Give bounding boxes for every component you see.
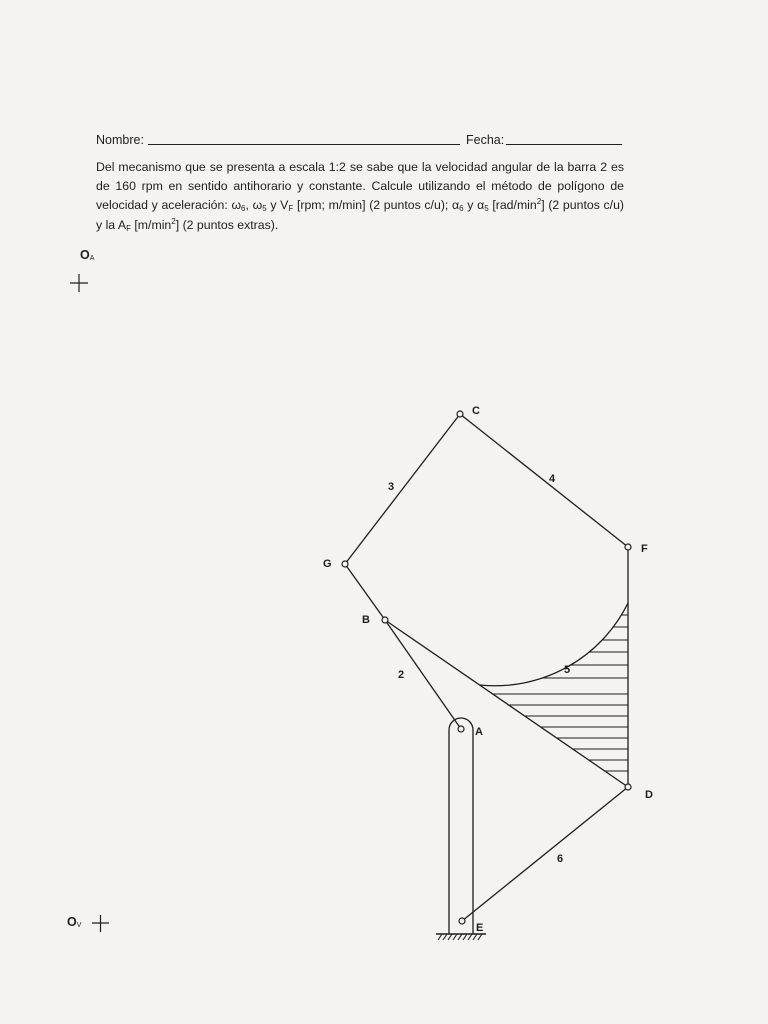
oa-crosshair-icon bbox=[70, 274, 88, 292]
joint-c bbox=[457, 411, 463, 417]
statement-subscript: 6 bbox=[241, 204, 246, 214]
joint-g bbox=[342, 561, 348, 567]
joint-b bbox=[382, 617, 388, 623]
oa-sub: A bbox=[89, 255, 95, 262]
link-label-5: 5 bbox=[564, 664, 571, 676]
statement-text: [rad/min bbox=[488, 198, 537, 213]
slider-guide bbox=[449, 718, 473, 934]
link-label-2: 2 bbox=[398, 669, 405, 681]
statement-text: [m/min bbox=[130, 217, 172, 232]
statement-subscript: 6 bbox=[459, 204, 464, 214]
date-label: Fecha: bbox=[466, 133, 505, 147]
link-label-6: 6 bbox=[557, 853, 564, 865]
ov-crosshair-icon bbox=[92, 915, 109, 932]
link-6 bbox=[462, 787, 628, 921]
joint-d bbox=[625, 784, 631, 790]
statement-text: Del mecanismo que se presenta a escala 1:2 se sabe que la velocidad angular de la barra 2 es de 160 rpm en sentido antihorario y constante. Calcule utilizando el método de polígono de velocidad y aceleración: ω bbox=[96, 160, 624, 213]
statement-subscript: F bbox=[288, 204, 294, 214]
link-3 bbox=[345, 414, 460, 564]
statement-subscript: F bbox=[126, 223, 131, 233]
link-5-arc bbox=[480, 603, 628, 686]
statement-text: , ω bbox=[245, 198, 263, 213]
link-5-edge-bd bbox=[385, 620, 628, 787]
statement-subscript: 5 bbox=[484, 204, 489, 214]
point-label-f: F bbox=[641, 543, 648, 555]
ov-sub: V bbox=[76, 922, 82, 929]
statement-superscript: 2 bbox=[171, 216, 176, 226]
link-label-3: 3 bbox=[388, 481, 395, 493]
joint-e bbox=[459, 918, 465, 924]
link-gb bbox=[345, 564, 385, 620]
point-label-d: D bbox=[645, 789, 653, 801]
link-5-hatching bbox=[440, 615, 640, 771]
point-label-e: E bbox=[476, 922, 484, 934]
statement-text: y α bbox=[463, 198, 485, 213]
statement-text: ] (2 puntos c/u) y la A bbox=[96, 198, 625, 232]
point-label-b: B bbox=[362, 614, 370, 626]
statement-text: [rpm; m/min] (2 puntos c/u); α bbox=[293, 198, 460, 213]
link-label-4: 4 bbox=[549, 473, 556, 485]
statement-superscript: 2 bbox=[536, 197, 542, 207]
point-label-g: G bbox=[323, 558, 332, 570]
joint-a bbox=[458, 726, 464, 732]
point-label-a: A bbox=[475, 726, 483, 738]
ground-support bbox=[436, 934, 486, 940]
joint-f bbox=[625, 544, 631, 550]
point-label-c: C bbox=[472, 405, 480, 417]
statement-text: y V bbox=[266, 198, 289, 213]
statement-subscript: 5 bbox=[262, 204, 267, 214]
link-4 bbox=[460, 414, 628, 547]
ov-main: O bbox=[67, 915, 77, 929]
statement-text: ] (2 puntos extras). bbox=[175, 217, 279, 232]
name-label: Nombre: bbox=[96, 133, 144, 147]
oa-main: O bbox=[80, 248, 90, 262]
link-2 bbox=[385, 620, 461, 729]
